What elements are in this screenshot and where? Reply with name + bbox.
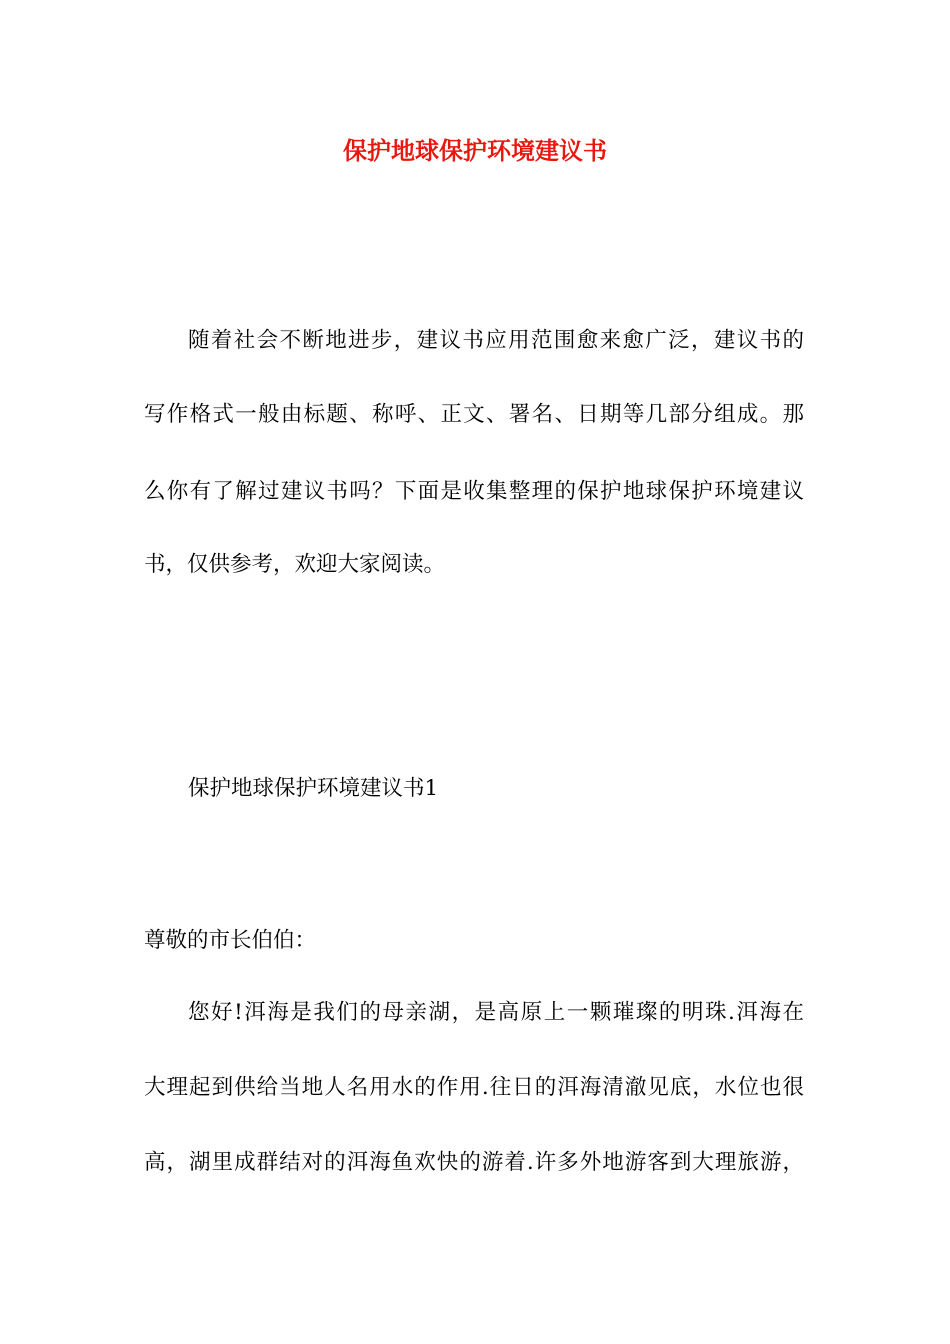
intro-line-2: 写作格式一般由标题、称呼、正文、署名、日期等几部分组成。那: [144, 402, 804, 427]
intro-line-3: 么你有了解过建议书吗？下面是收集整理的保护地球保护环境建议: [144, 479, 804, 504]
salutation: 尊敬的市长伯伯：: [144, 928, 317, 953]
body-line-1: 您好!洱海是我们的母亲湖，是高原上一颗璀璨的明珠.洱海在: [188, 1000, 804, 1025]
section-heading: 保护地球保护环境建议书1: [188, 776, 439, 801]
intro-line-1: 随着社会不断地进步，建议书应用范围愈来愈广泛，建议书的: [188, 328, 804, 353]
intro-line-4: 书，仅供参考，欢迎大家阅读。: [144, 552, 446, 577]
document-title: 保护地球保护环境建议书: [343, 136, 607, 165]
body-line-3: 高，湖里成群结对的洱海鱼欢快的游着.许多外地游客到大理旅游，: [144, 1150, 804, 1175]
body-line-2: 大理起到供给当地人名用水的作用.往日的洱海清澈见底，水位也很: [144, 1075, 804, 1100]
